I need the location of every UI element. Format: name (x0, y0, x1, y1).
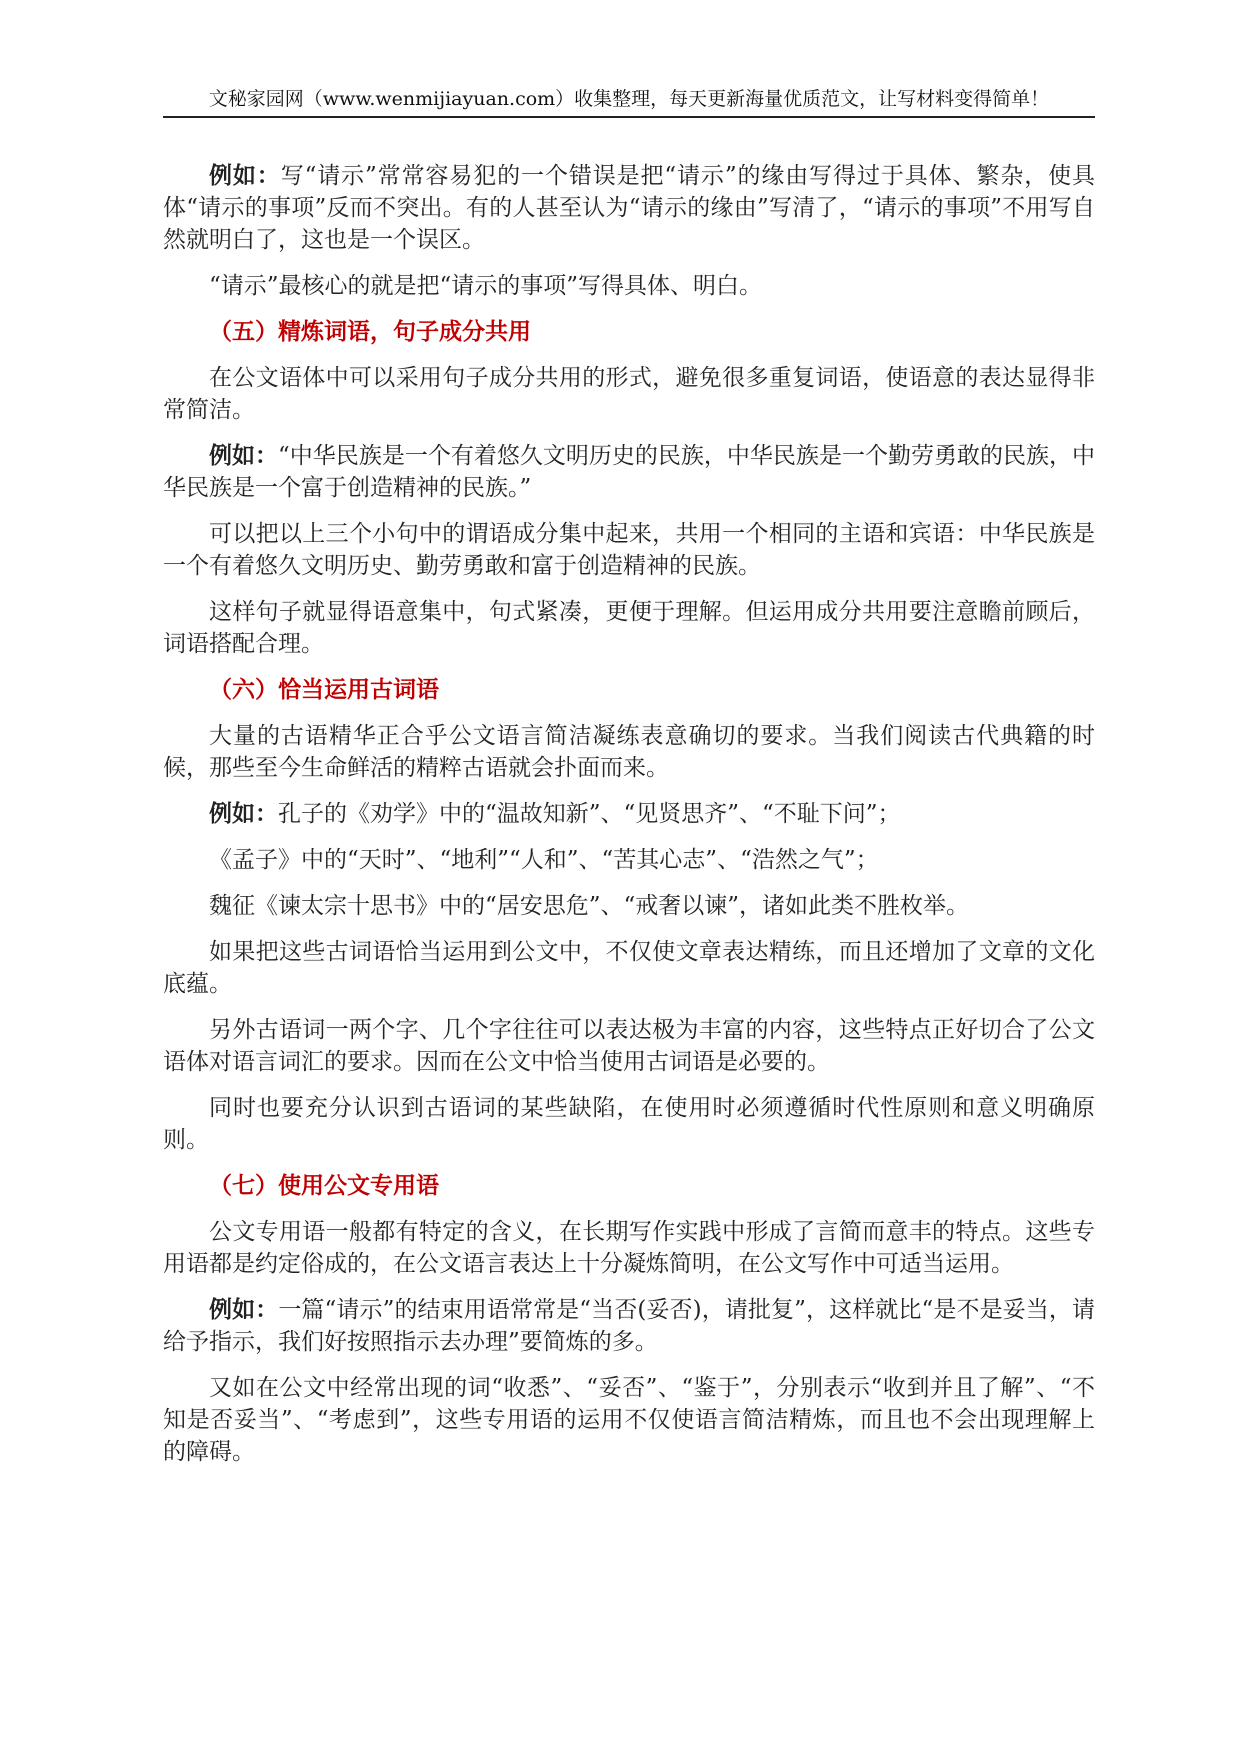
section-heading: （七）使用公文专用语 (209, 1173, 439, 1199)
body-paragraph (163, 1092, 1095, 1156)
body-paragraph (163, 798, 1095, 830)
paragraph-text: 大量的古语精华正合乎公文语言简洁凝练表意确切的要求。当我们阅读古代典籍的时候，那些至今生命鲜活的精粹古语就会扑面而来。 (163, 723, 1095, 781)
paragraph-text: “中华民族是一个有着悠久文明历史的民族，中华民族是一个勤劳勇敢的民族，中华民族是一个富于创造精神的民族。” (163, 443, 1096, 501)
body-paragraph (163, 844, 1095, 876)
paragraph-text: 《孟子》中的“天时”、“地利”“人和”、“苦其心志”、“浩然之气”； (209, 847, 879, 873)
body-paragraph (163, 440, 1095, 504)
paragraph-text: 又如在公文中经常出现的词“收悉”、“妥否”、“鉴于”，分别表示“收到并且了解”、“不知是否妥当”、“考虑到”，这些专用语的运用不仅使语言简洁精炼，而且也不会出现理解上的障碍。 (163, 1375, 1095, 1465)
body-paragraph (163, 1294, 1095, 1358)
section-heading: （六）恰当运用古词语 (209, 677, 439, 703)
paragraph-text: 写“请示”常常容易犯的一个错误是把“请示”的缘由写得过于具体、繁杂，使具体“请示的事项”反而不突出。有的人甚至认为“请示的缘由”写清了，“请示的事项”不用写自然就明白了，这也是一个误区。 (163, 163, 1095, 253)
paragraph-text: “请示”最核心的就是把“请示的事项”写得具体、明白。 (209, 273, 763, 299)
paragraph-text: 如果把这些古词语恰当运用到公文中，不仅使文章表达精练，而且还增加了文章的文化底蕴。 (163, 939, 1095, 997)
body-paragraph (163, 160, 1095, 256)
example-lead-label: 例如： (209, 442, 279, 469)
paragraph-text: 孔子的《劝学》中的“温故知新”、“见贤思齐”、“不耻下问”； (278, 801, 901, 827)
paragraph-text: 可以把以上三个小句中的谓语成分集中起来，共用一个相同的主语和宾语：中华民族是一个有着悠久文明历史、勤劳勇敢和富于创造精神的民族。 (163, 521, 1095, 579)
page-header: 文秘家园网（www.wenmijiayuan.com）收集整理，每天更新海量优质范文，让写材料变得简单！ (163, 86, 1095, 118)
paragraph-text: 在公文语体中可以采用句子成分共用的形式，避免很多重复词语，使语意的表达显得非常简洁。 (163, 365, 1095, 423)
paragraph-text: 同时也要充分认识到古语词的某些缺陷，在使用时必须遵循时代性原则和意义明确原则。 (163, 1095, 1095, 1153)
body-paragraph (163, 936, 1095, 1000)
section-heading: （五）精炼词语，句子成分共用 (209, 319, 531, 345)
body-paragraph (163, 1372, 1095, 1468)
body-paragraph (163, 362, 1095, 426)
body-paragraph (163, 518, 1095, 582)
paragraph-text: 这样句子就显得语意集中，句式紧凑，更便于理解。但运用成分共用要注意瞻前顾后，词语搭配合理。 (163, 599, 1095, 657)
body-paragraph (163, 720, 1095, 784)
paragraph-text: 公文专用语一般都有特定的含义，在长期写作实践中形成了言简而意丰的特点。这些专用语都是约定俗成的，在公文语言表达上十分凝炼简明，在公文写作中可适当运用。 (163, 1219, 1095, 1277)
body-paragraph (163, 270, 1095, 302)
body-paragraph (163, 1014, 1095, 1078)
body-paragraph (163, 596, 1095, 660)
paragraph-text: 另外古语词一两个字、几个字往往可以表达极为丰富的内容，这些特点正好切合了公文语体对语言词汇的要求。因而在公文中恰当使用古词语是必要的。 (163, 1017, 1095, 1075)
body-paragraph (163, 890, 1095, 922)
document-body (163, 160, 1095, 1482)
paragraph-text: 一篇“请示”的结束用语常常是“当否(妥否)，请批复”，这样就比“是不是妥当，请给予指示，我们好按照指示去办理”要简炼的多。 (163, 1297, 1095, 1355)
example-lead-label: 例如： (209, 162, 281, 189)
body-paragraph (163, 1216, 1095, 1280)
paragraph-text: 魏征《谏太宗十思书》中的“居安思危”、“戒奢以谏”，诸如此类不胜枚举。 (209, 893, 970, 919)
example-lead-label: 例如： (209, 1296, 279, 1323)
example-lead-label: 例如： (209, 800, 278, 827)
